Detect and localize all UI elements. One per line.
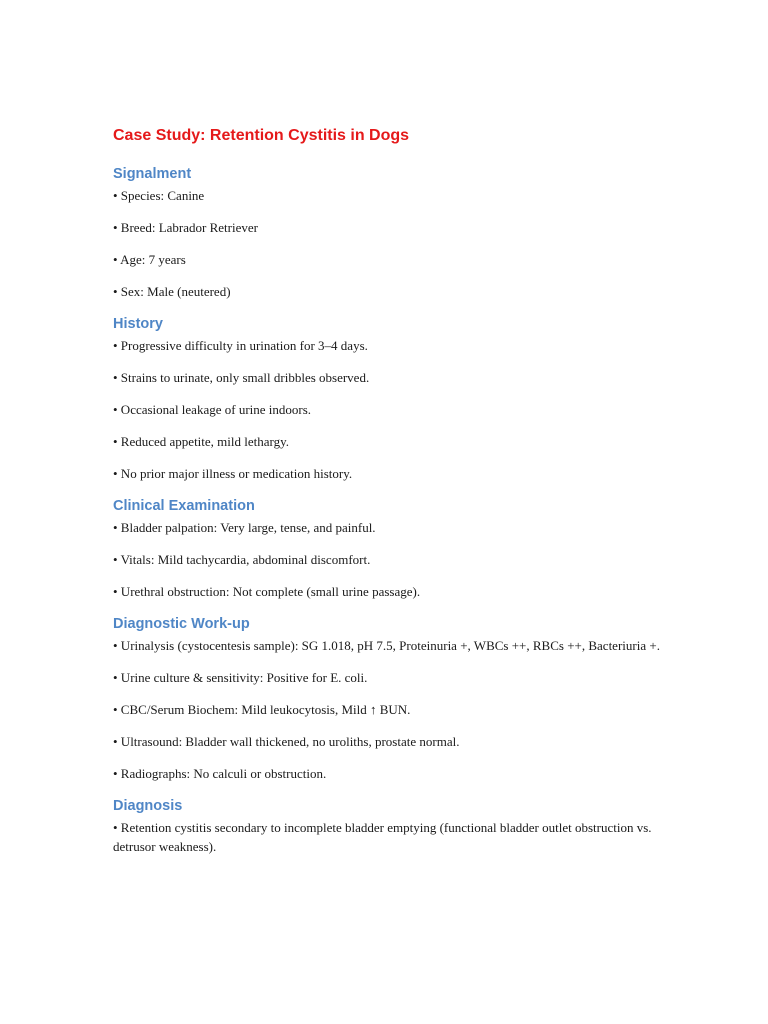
list-item: • Sex: Male (neutered) bbox=[113, 284, 231, 299]
section-clinical-examination bbox=[113, 496, 673, 601]
list-item: • Reduced appetite, mild lethargy. bbox=[113, 434, 290, 449]
list-item: • Breed: Labrador Retriever bbox=[113, 220, 258, 235]
list-item: • Urinalysis (cystocentesis sample): SG 1.018, pH 7.5, Proteinuria +, WBCs ++, RBCs ++, Bacteriuria +. bbox=[113, 638, 660, 653]
section-diagnostic-work-up bbox=[113, 614, 673, 783]
list-item: • Progressive difficulty in urination for 3–4 days. bbox=[113, 338, 368, 353]
section-heading: Clinical Examination bbox=[113, 498, 255, 514]
list-item: • Bladder palpation: Very large, tense, and painful. bbox=[113, 520, 376, 535]
section-heading: Diagnosis bbox=[113, 798, 183, 814]
list-item: • Urethral obstruction: Not complete (small urine passage). bbox=[113, 584, 421, 599]
list-item: • Ultrasound: Bladder wall thickened, no uroliths, prostate normal. bbox=[113, 734, 460, 749]
section-history bbox=[113, 314, 673, 483]
list-item: • Urine culture & sensitivity: Positive for E. coli. bbox=[113, 670, 368, 685]
section-signalment bbox=[113, 164, 673, 301]
list-item: • Radiographs: No calculi or obstruction. bbox=[113, 766, 327, 781]
document-page bbox=[113, 122, 673, 869]
list-item: • Species: Canine bbox=[113, 188, 205, 203]
list-item: • Occasional leakage of urine indoors. bbox=[113, 402, 312, 417]
list-item: • Age: 7 years bbox=[113, 252, 186, 267]
section-diagnosis bbox=[113, 796, 673, 856]
list-item: • Strains to urinate, only small dribbles observed. bbox=[113, 370, 370, 385]
list-item: • No prior major illness or medication history. bbox=[113, 466, 353, 481]
document-title: Case Study: Retention Cystitis in Dogs bbox=[113, 127, 410, 144]
list-item: • CBC/Serum Biochem: Mild leukocytosis, Mild ↑ BUN. bbox=[113, 702, 411, 717]
section-heading: History bbox=[113, 316, 163, 332]
section-heading: Diagnostic Work-up bbox=[113, 616, 250, 632]
list-item: • Retention cystitis secondary to incomplete bladder emptying (functional bladder outlet obstruction vs. detrusor weakness). bbox=[113, 820, 652, 854]
list-item: • Vitals: Mild tachycardia, abdominal discomfort. bbox=[113, 552, 371, 567]
section-heading: Signalment bbox=[113, 166, 192, 182]
